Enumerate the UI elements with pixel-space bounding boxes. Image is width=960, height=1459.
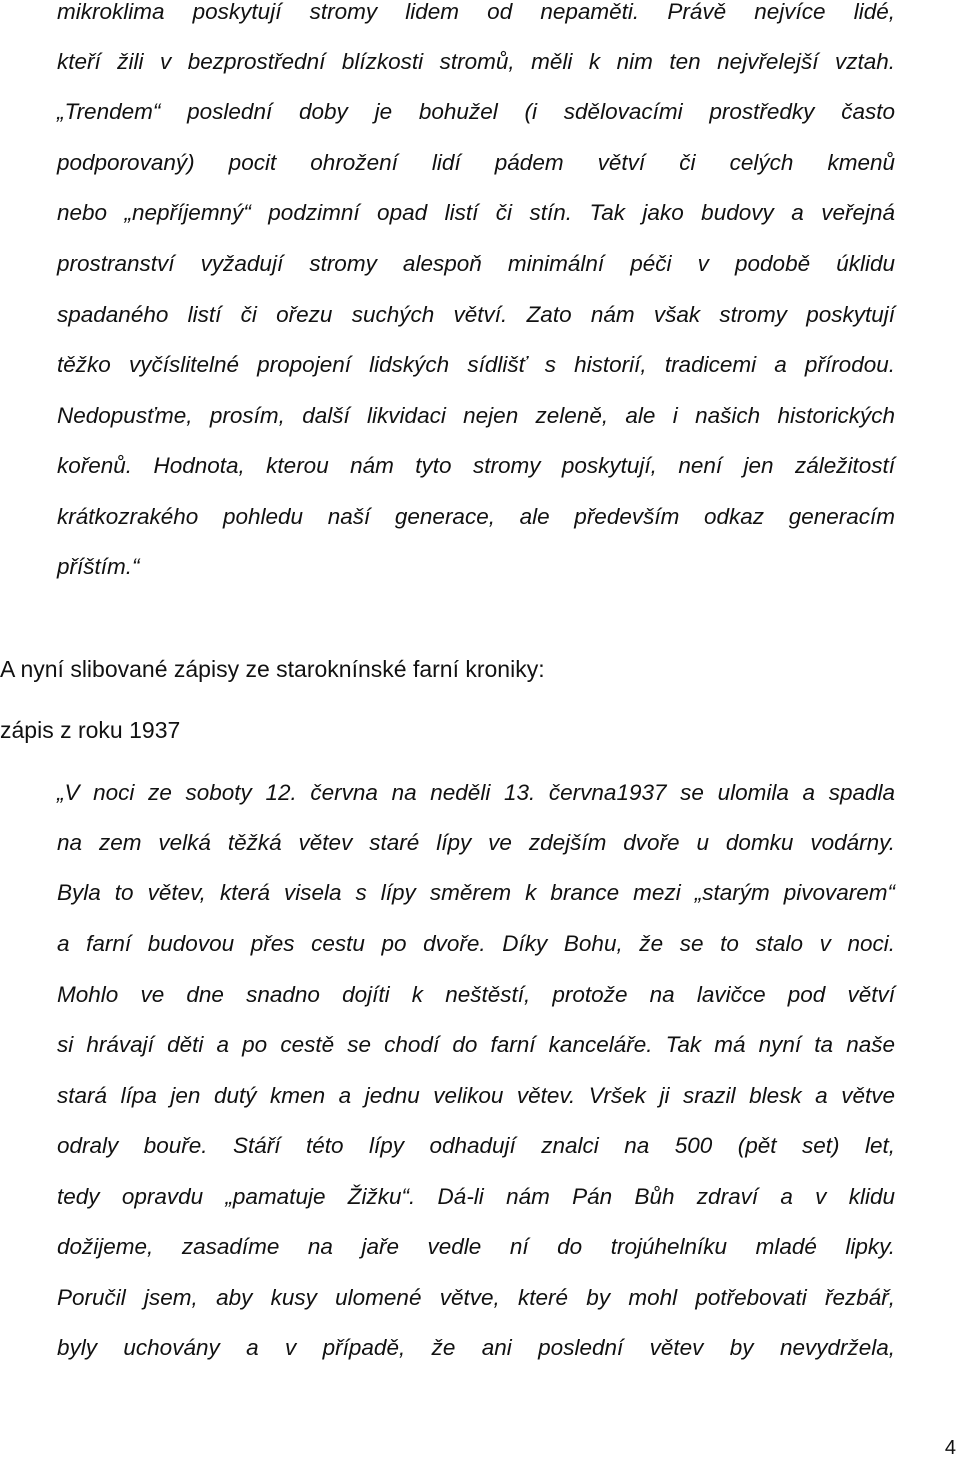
text-line: Nedopusťme, prosím, další likvidaci nejen zeleně, ale i našich historických: [57, 403, 895, 428]
text-line: a farní budovou přes cestu po dvoře. Díky Bohu, že se to stalo v noci.: [57, 931, 895, 956]
text-line: Poručil jsem, aby kusy ulomené větve, které by mohl potřebovati řezbář,: [57, 1285, 895, 1310]
text-line: mikroklima poskytují stromy lidem od nepaměti. Právě nejvíce lidé,: [57, 0, 895, 24]
section-subheading: zápis z roku 1937: [0, 717, 181, 743]
text-line: na zem velká těžká větev staré lípy ve zdejším dvoře u domku vodárny.: [57, 830, 895, 855]
text-line: kteří žili v bezprostřední blízkosti stromů, měli k nim ten nejvřelejší vztah.: [57, 49, 895, 74]
text-line: „V noci ze soboty 12. června na neděli 13. června1937 se ulomila a spadla: [57, 780, 895, 805]
text-line: odraly bouře. Stáří této lípy odhadují znalci na 500 (pět set) let,: [57, 1133, 895, 1158]
text-line: byly uchovány a v případě, že ani poslední větev by nevydržela,: [57, 1335, 895, 1360]
page-number: 4: [944, 1437, 956, 1459]
text-line: těžko vyčíslitelné propojení lidských sídlišť s historií, tradicemi a přírodou.: [57, 352, 895, 377]
text-line: příštím.“: [57, 554, 140, 579]
text-line: podporovaný) pocit ohrožení lidí pádem větví či celých kmenů: [57, 150, 895, 175]
text-line: kořenů. Hodnota, kterou nám tyto stromy poskytují, není jen záležitostí: [57, 453, 895, 478]
text-line: „Trendem“ poslední doby je bohužel (i sdělovacími prostředky často: [57, 99, 895, 124]
text-line: prostranství vyžadují stromy alespoň minimální péči v podobě úklidu: [57, 251, 895, 276]
text-line: krátkozrakého pohledu naší generace, ale především odkaz generacím: [57, 504, 895, 529]
text-line: spadaného listí či ořezu suchých větví. Zato nám však stromy poskytují: [57, 302, 895, 327]
text-line: stará lípa jen dutý kmen a jednu velikou větev. Vršek ji srazil blesk a větve: [57, 1083, 895, 1108]
text-line: tedy opravdu „pamatuje Žižku“. Dá-li nám Pán Bůh zdraví a v klidu: [57, 1184, 895, 1209]
section-heading: A nyní slibované zápisy ze staroknínské farní kroniky:: [0, 656, 545, 682]
text-line: dožijeme, zasadíme na jaře vedle ní do trojúhelníku mladé lipky.: [57, 1234, 895, 1259]
text-line: nebo „nepříjemný“ podzimní opad listí či stín. Tak jako budovy a veřejná: [57, 200, 895, 225]
text-line: si hrávají děti a po cestě se chodí do farní kanceláře. Tak má nyní ta naše: [57, 1032, 895, 1057]
text-line: Mohlo ve dne snadno dojíti k neštěstí, protože na lavičce pod větví: [57, 982, 895, 1007]
text-line: Byla to větev, která visela s lípy směrem k brance mezi „starým pivovarem“: [57, 880, 895, 905]
